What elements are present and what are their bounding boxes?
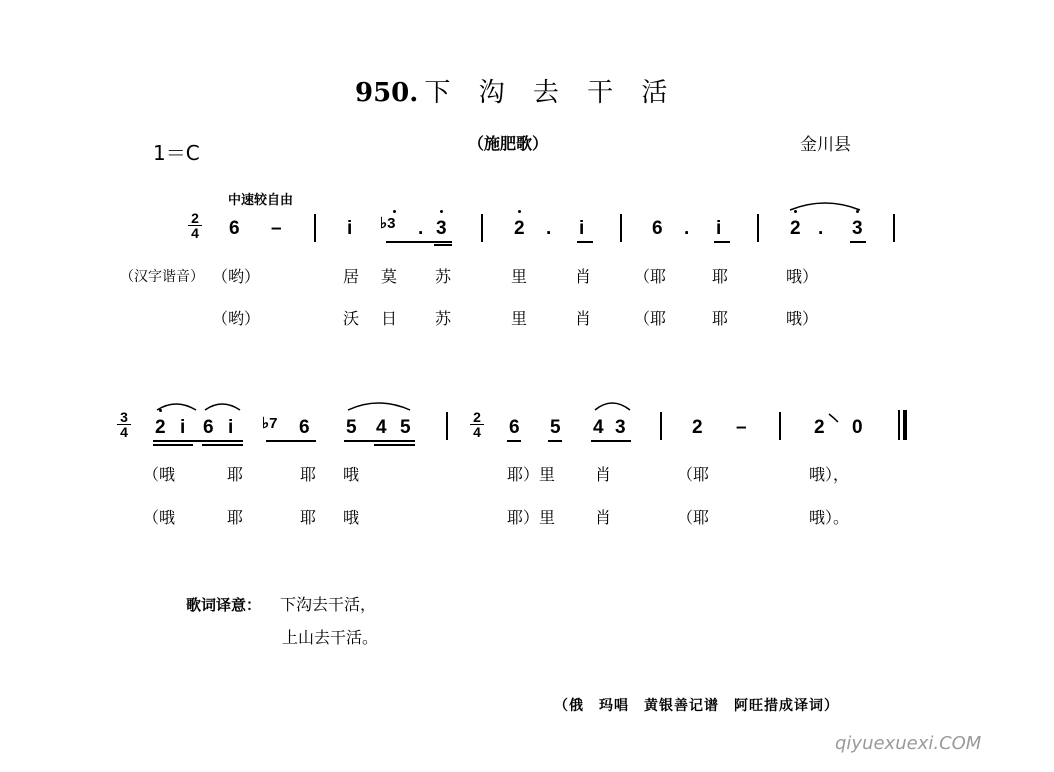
- meaning-line-1: 下沟去干活，: [280, 595, 377, 614]
- time-signature: 3 4: [117, 410, 131, 439]
- song-subtitle: （施肥歌）: [468, 134, 549, 153]
- note: 6: [652, 218, 663, 239]
- lyric: 耶: [227, 465, 244, 484]
- lyric: 莫: [381, 267, 398, 286]
- note: 6: [509, 417, 520, 438]
- note: 5: [346, 417, 357, 438]
- lyric: 耶: [300, 465, 317, 484]
- note: 5: [400, 417, 411, 438]
- lyric: 哦）。: [809, 508, 850, 527]
- lyric: （耶: [634, 309, 667, 328]
- song-title-text: 下 沟 去 干 活: [424, 78, 678, 108]
- note: 4: [593, 417, 604, 438]
- note: 3: [615, 417, 626, 438]
- lyric: 日: [381, 309, 398, 328]
- note: i: [228, 417, 234, 438]
- note: 2: [514, 218, 525, 239]
- note: ♭3: [380, 215, 396, 232]
- song-title: 950. 下 沟 去 干 活: [355, 78, 678, 108]
- lyric: 耶: [712, 309, 729, 328]
- lyric: （耶: [677, 508, 710, 527]
- note: 4: [376, 417, 387, 438]
- note: 2: [692, 417, 703, 438]
- note: i: [579, 218, 585, 239]
- note: i: [347, 218, 353, 239]
- lyric: 居: [343, 267, 360, 286]
- note: 6: [229, 218, 240, 239]
- note: i: [180, 417, 186, 438]
- song-number: 950: [355, 78, 410, 108]
- lyric: 苏: [435, 309, 452, 328]
- tempo-marking: 中速较自由: [228, 193, 294, 208]
- lyric: （哟）: [212, 267, 261, 286]
- note: 5: [550, 417, 561, 438]
- lyric: 耶: [300, 508, 317, 527]
- county-label: 金川县: [800, 135, 851, 155]
- note-dot: .: [546, 218, 552, 239]
- lyrics-label: （汉字谐音）: [120, 269, 204, 285]
- lyric: 苏: [435, 267, 452, 286]
- time-signature: 2 4: [470, 410, 484, 439]
- time-signature: 2 4: [188, 211, 202, 240]
- lyric: 里: [511, 309, 528, 328]
- note-dot: .: [418, 218, 424, 239]
- note-dot: .: [684, 218, 690, 239]
- note: i: [716, 218, 722, 239]
- note: 0: [852, 417, 863, 438]
- lyric: （耶: [677, 465, 710, 484]
- note-dash: –: [271, 218, 282, 239]
- lyric: 耶: [712, 267, 729, 286]
- note: 6: [299, 417, 310, 438]
- note: 6: [203, 417, 214, 438]
- lyric: 耶: [227, 508, 244, 527]
- lyric: 哦）: [786, 309, 819, 328]
- lyric: （哦: [143, 465, 176, 484]
- credits: （俄 玛唱 黄银善记谱 阿旺措成译词）: [554, 698, 839, 714]
- note: 2: [814, 417, 825, 438]
- lyric: 肖: [575, 267, 592, 286]
- lyric: 哦: [343, 508, 360, 527]
- note-dash: –: [736, 417, 747, 438]
- meaning-line-2: 上山去干活。: [282, 628, 379, 647]
- lyric: 哦），: [809, 465, 850, 484]
- watermark: qiyuexuexi.COM: [835, 733, 982, 754]
- lyric: 耶）里: [507, 508, 556, 527]
- meaning-label: 歌词译意：: [186, 596, 262, 614]
- lyric: （哟）: [212, 309, 261, 328]
- lyric: （哦: [143, 508, 176, 527]
- note-dot: .: [818, 218, 824, 239]
- lyric: 里: [511, 267, 528, 286]
- note: 3: [852, 218, 863, 239]
- note: 3: [436, 218, 447, 239]
- lyric: 哦: [343, 465, 360, 484]
- note: ♭7: [262, 415, 278, 432]
- note: 2: [790, 218, 801, 239]
- lyric: 哦）: [786, 267, 819, 286]
- lyric: 肖: [595, 465, 612, 484]
- lyric: 沃: [343, 309, 360, 328]
- lyric: 肖: [595, 508, 612, 527]
- key-signature: 1＝C: [153, 141, 200, 165]
- lyric: 耶）里: [507, 465, 556, 484]
- note: 2: [155, 417, 166, 438]
- lyric: （耶: [634, 267, 667, 286]
- lyric: 肖: [575, 309, 592, 328]
